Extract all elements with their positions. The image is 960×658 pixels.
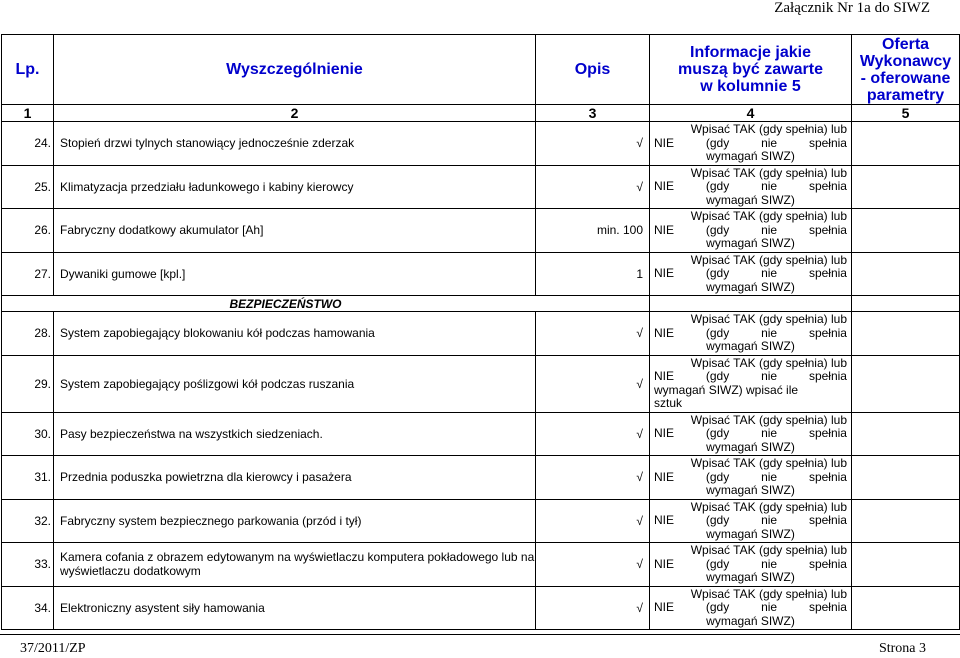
- row-number: 26.: [2, 209, 54, 253]
- row-oferta-cell[interactable]: [852, 122, 960, 166]
- table-row: [2, 209, 960, 253]
- row-description: System zapobiegający poślizgowi kół podczas ruszania: [54, 355, 536, 412]
- row-info: Wpisać TAK (gdy spełnia) lub NIE (gdy nie spełnia wymagań SIWZ): [650, 543, 852, 587]
- row-info: Wpisać TAK (gdy spełnia) lub NIE (gdy nie spełnia wymagań SIWZ): [650, 209, 852, 253]
- document-number: 37/2011/ZP: [20, 641, 86, 656]
- row-opis: √: [536, 586, 650, 630]
- row-number: 30.: [2, 412, 54, 456]
- table-row: [2, 312, 960, 356]
- row-info: Wpisać TAK (gdy spełnia) lub NIE (gdy nie spełnia wymagań SIWZ): [650, 412, 852, 456]
- table-row: [2, 499, 960, 543]
- row-oferta-cell[interactable]: [852, 499, 960, 543]
- row-number: 33.: [2, 543, 54, 587]
- specification-table: [1, 34, 960, 630]
- row-description: Klimatyzacja przedziału ładunkowego i kabiny kierowcy: [54, 165, 536, 209]
- header-wyszczegolnienie: Wyszczególnienie: [54, 35, 536, 105]
- row-description: Kamera cofania z obrazem edytowanym na wyświetlaczu komputera pokładowego lub na wyświetlaczu dodatkowym: [54, 543, 536, 587]
- table-row: [2, 355, 960, 412]
- header-opis: Opis: [536, 35, 650, 105]
- table-header-row: [2, 35, 960, 105]
- row-description: Pasy bezpieczeństwa na wszystkich siedzeniach.: [54, 412, 536, 456]
- row-info: Wpisać TAK (gdy spełnia) lub NIE (gdy nie spełnia wymagań SIWZ): [650, 499, 852, 543]
- row-oferta-cell[interactable]: [852, 312, 960, 356]
- row-description: Przednia poduszka powietrzna dla kierowcy i pasażera: [54, 456, 536, 500]
- row-opis: 1: [536, 252, 650, 296]
- column-number-row: [2, 105, 960, 122]
- row-oferta-cell[interactable]: [852, 412, 960, 456]
- section-title: BEZPIECZEŃSTWO: [2, 296, 650, 312]
- row-oferta-cell[interactable]: [852, 355, 960, 412]
- column-number: 5: [852, 105, 960, 122]
- column-number: 3: [536, 105, 650, 122]
- row-opis: √: [536, 122, 650, 166]
- row-opis: min. 100: [536, 209, 650, 253]
- header-lp: Lp.: [2, 35, 54, 105]
- page-number: Strona 3: [878, 641, 926, 656]
- column-number: 2: [54, 105, 536, 122]
- row-number: 29.: [2, 355, 54, 412]
- row-info: Wpisać TAK (gdy spełnia) lub NIE (gdy nie spełnia wymagań SIWZ) wpisać ile sztuk: [650, 355, 852, 412]
- row-info: Wpisać TAK (gdy spełnia) lub NIE (gdy nie spełnia wymagań SIWZ): [650, 165, 852, 209]
- row-number: 24.: [2, 122, 54, 166]
- header-oferta: Oferta Wykonawcy - oferowane parametry: [852, 35, 960, 105]
- section-row: [2, 296, 960, 312]
- row-oferta-cell[interactable]: [852, 456, 960, 500]
- row-number: 31.: [2, 456, 54, 500]
- row-info: Wpisać TAK (gdy spełnia) lub NIE (gdy nie spełnia wymagań SIWZ): [650, 586, 852, 630]
- row-number: 27.: [2, 252, 54, 296]
- table-row: [2, 122, 960, 166]
- row-number: 34.: [2, 586, 54, 630]
- row-description: Fabryczny dodatkowy akumulator [Ah]: [54, 209, 536, 253]
- row-opis: √: [536, 165, 650, 209]
- row-oferta-cell[interactable]: [852, 165, 960, 209]
- row-info: Wpisać TAK (gdy spełnia) lub NIE (gdy nie spełnia wymagań SIWZ): [650, 122, 852, 166]
- row-oferta-cell[interactable]: [852, 586, 960, 630]
- row-opis: √: [536, 543, 650, 587]
- row-description: Stopień drzwi tylnych stanowiący jednocześnie zderzak: [54, 122, 536, 166]
- row-oferta-cell[interactable]: [852, 543, 960, 587]
- row-oferta-cell[interactable]: [852, 252, 960, 296]
- row-number: 32.: [2, 499, 54, 543]
- column-number: 4: [650, 105, 852, 122]
- table-row: [2, 586, 960, 630]
- table-row: [2, 165, 960, 209]
- row-description: System zapobiegający blokowaniu kół podczas hamowania: [54, 312, 536, 356]
- table-row: [2, 252, 960, 296]
- row-opis: √: [536, 312, 650, 356]
- row-oferta-cell[interactable]: [852, 209, 960, 253]
- row-opis: √: [536, 456, 650, 500]
- table-row: [2, 412, 960, 456]
- row-opis: √: [536, 355, 650, 412]
- row-opis: √: [536, 412, 650, 456]
- column-number: 1: [2, 105, 54, 122]
- table-row: [2, 543, 960, 587]
- row-number: 25.: [2, 165, 54, 209]
- row-number: 28.: [2, 312, 54, 356]
- row-description: Dywaniki gumowe [kpl.]: [54, 252, 536, 296]
- row-info: Wpisać TAK (gdy spełnia) lub NIE (gdy nie spełnia wymagań SIWZ): [650, 312, 852, 356]
- footer-divider: [0, 634, 960, 635]
- row-info: Wpisać TAK (gdy spełnia) lub NIE (gdy nie spełnia wymagań SIWZ): [650, 252, 852, 296]
- row-opis: √: [536, 499, 650, 543]
- row-info: Wpisać TAK (gdy spełnia) lub NIE (gdy nie spełnia wymagań SIWZ): [650, 456, 852, 500]
- row-description: Fabryczny system bezpiecznego parkowania (przód i tył): [54, 499, 536, 543]
- header-informacje: Informacje jakie muszą być zawarte w kolumnie 5: [650, 35, 852, 105]
- table-row: [2, 456, 960, 500]
- attachment-note: Załącznik Nr 1a do SIWZ: [774, 0, 930, 16]
- row-description: Elektroniczny asystent siły hamowania: [54, 586, 536, 630]
